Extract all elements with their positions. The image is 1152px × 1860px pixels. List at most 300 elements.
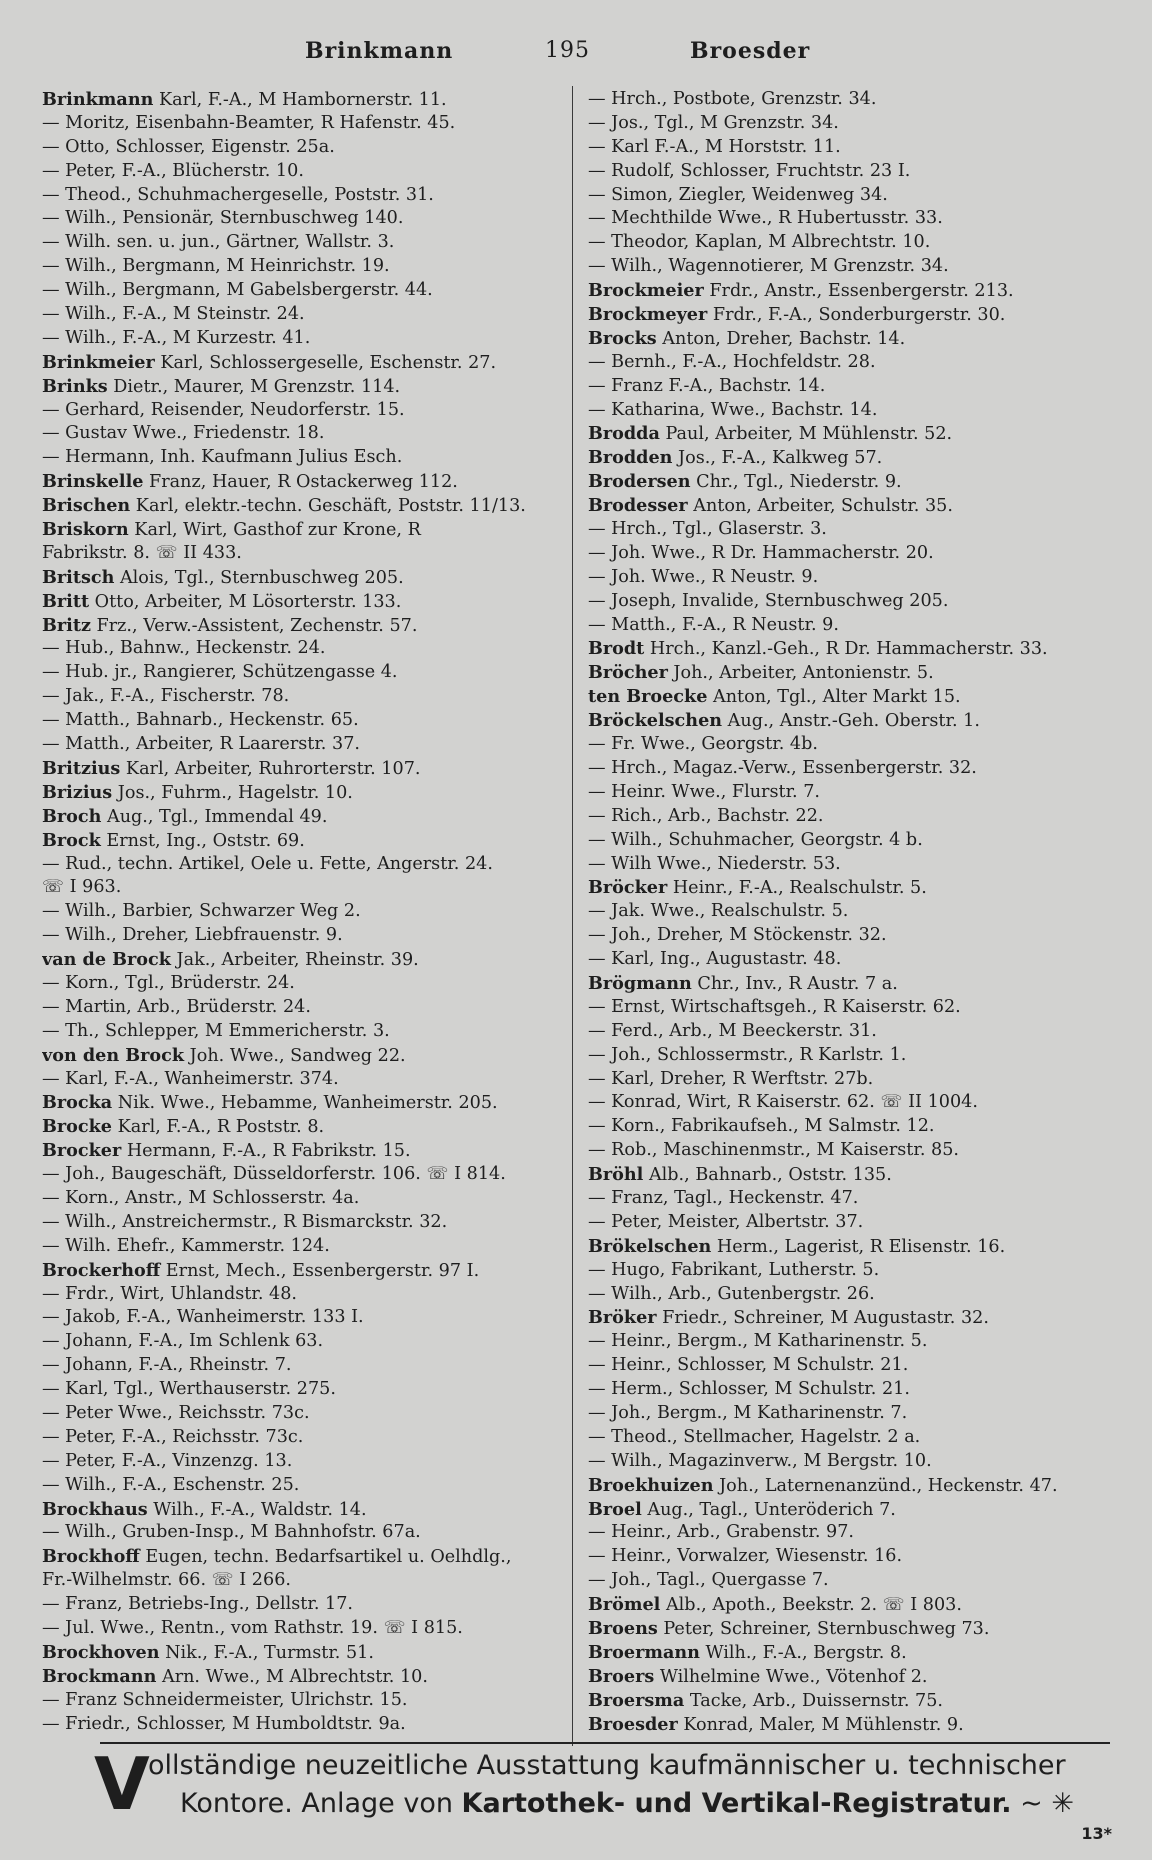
entry-surname: Brodden (588, 447, 673, 469)
entry-details: — Karl, Dreher, R Werftstr. 27b. (588, 1068, 874, 1089)
entry-surname: Brock (42, 829, 101, 851)
directory-entry (588, 1617, 1108, 1641)
entry-surname: Brökelschen (588, 1235, 712, 1257)
directory-entry (42, 1211, 562, 1235)
directory-entry (588, 709, 1108, 733)
entry-surname: Brockmeier (588, 280, 704, 302)
entry-surname: Bröker (588, 1307, 657, 1329)
directory-entry (588, 470, 1108, 494)
directory-entry (588, 805, 1108, 829)
directory-entry (42, 1139, 562, 1163)
entry-details: — Konrad, Wirt, R Kaiserstr. 62. ☏ II 1004. (588, 1092, 978, 1113)
entry-details: Wilhelmine Wwe., Vötenhof 2. (654, 1666, 928, 1687)
directory-entry (42, 1378, 562, 1402)
entry-details: — Wilh., Bergmann, M Heinrichstr. 19. (42, 256, 390, 277)
directory-entry (588, 231, 1108, 255)
entry-details: — Gerhard, Reisender, Neudorferstr. 15. (42, 399, 405, 420)
directory-entry (42, 1665, 562, 1689)
entry-surname: Broermann (588, 1641, 700, 1663)
entry-details: Chr., Inv., R Austr. 7 a. (691, 973, 898, 994)
entry-details: Herm., Lagerist, R Elisenstr. 16. (711, 1236, 1006, 1257)
directory-entry (588, 900, 1108, 924)
entry-surname: Britzius (42, 757, 121, 779)
directory-entry (588, 1641, 1108, 1665)
directory-entry (588, 924, 1108, 948)
directory-entry (42, 1235, 562, 1259)
entry-details: — Franz Schneidermeister, Ulrichstr. 15. (42, 1689, 408, 1710)
entry-details: — Peter, Meister, Albertstr. 37. (588, 1211, 864, 1232)
entry-details: — Jak. Wwe., Realschulstr. 5. (588, 901, 849, 922)
entry-details: Anton, Dreher, Bachstr. 14. (656, 328, 906, 349)
directory-entry (588, 1187, 1108, 1211)
directory-entry (42, 542, 562, 566)
entry-details: — Th., Schlepper, M Emmericherstr. 3. (42, 1020, 390, 1041)
directory-entry (42, 1713, 562, 1737)
directory-entry (588, 948, 1108, 972)
directory-entry (42, 948, 562, 972)
directory-entry (42, 876, 562, 900)
entry-surname: Broesder (588, 1713, 678, 1735)
directory-entry (42, 1187, 562, 1211)
entry-details: — Matth., Arbeiter, R Laarerstr. 37. (42, 734, 360, 755)
directory-entry (588, 88, 1108, 112)
entry-details: — Korn., Anstr., M Schlosserstr. 4a. (42, 1187, 360, 1208)
entry-details: Jak., Arbeiter, Rheinstr. 39. (170, 950, 419, 971)
entry-surname: Britsch (42, 566, 115, 588)
entry-details: Joh., Arbeiter, Antonienstr. 5. (667, 663, 934, 684)
entry-surname: Broens (588, 1618, 658, 1639)
directory-entry (588, 160, 1108, 184)
directory-entry (42, 1450, 562, 1474)
directory-entry (42, 470, 562, 494)
directory-entry (42, 1593, 562, 1617)
entry-details: — Katharina, Wwe., Bachstr. 14. (588, 399, 878, 420)
entry-details: — Jul. Wwe., Rentn., vom Rathstr. 19. ☏ I 815. (42, 1618, 463, 1638)
entry-details: — Joh., Tagl., Quergasse 7. (588, 1570, 829, 1591)
entry-details: — Mechthilde Wwe., R Hubertusstr. 33. (588, 208, 943, 229)
directory-entry (42, 375, 562, 399)
directory-entry (588, 1354, 1108, 1378)
entry-details: — Moritz, Eisenbahn-Beamter, R Hafenstr. 45. (42, 112, 456, 133)
directory-entry (42, 279, 562, 303)
entry-details: — Theodor, Kaplan, M Albrechtstr. 10. (588, 232, 931, 253)
directory-entry (42, 614, 562, 638)
page-number: 195 (545, 38, 590, 63)
directory-entry (42, 184, 562, 208)
ad-line-1: ollständige neuzeitliche Ausstattung kaufmännischer u. technischer (148, 1750, 1066, 1781)
directory-entry (588, 781, 1108, 805)
entry-details: Karl, F.-A., M Hambornerstr. 11. (153, 90, 447, 110)
entry-details: — Joseph, Invalide, Sternbuschweg 205. (588, 590, 949, 611)
directory-entry (42, 1044, 562, 1068)
directory-entry (42, 1163, 562, 1187)
directory-entry (42, 637, 562, 661)
entry-details: — Karl, Tgl., Werthauserstr. 275. (42, 1379, 336, 1400)
directory-entry (588, 614, 1108, 638)
entry-details: — Korn., Tgl., Brüderstr. 24. (42, 972, 295, 993)
entry-surname: Broch (42, 805, 102, 827)
directory-entry (588, 996, 1108, 1020)
entry-details: Anton, Arbeiter, Schulstr. 35. (687, 496, 953, 517)
directory-entry (588, 1498, 1108, 1522)
entry-details: — Friedr., Schlosser, M Humboldtstr. 9a. (42, 1713, 406, 1734)
directory-entry (588, 1450, 1108, 1474)
entry-details: — Wilh., Dreher, Liebfrauenstr. 9. (42, 925, 343, 946)
entry-details: Ernst, Mech., Essenbergerstr. 97 I. (160, 1260, 480, 1281)
directory-entry (588, 303, 1108, 327)
entry-surname: Brocka (42, 1092, 113, 1114)
entry-details: — Simon, Ziegler, Weidenweg 34. (588, 184, 888, 205)
entry-details: — Joh. Wwe., R Dr. Hammacherstr. 20. (588, 542, 934, 563)
entry-details: Frdr., F.-A., Sonderburgerstr. 30. (707, 305, 1006, 326)
entry-surname: Broers (588, 1665, 655, 1687)
entry-details: — Jos., Tgl., M Grenzstr. 34. (588, 112, 839, 133)
directory-entry (588, 1474, 1108, 1498)
entry-details: Karl, F.-A., R Poststr. 8. (111, 1117, 325, 1138)
entry-surname: Brizius (42, 781, 113, 803)
entry-details: Chr., Tgl., Niederstr. 9. (690, 472, 902, 493)
directory-entry (42, 1641, 562, 1665)
directory-entry (588, 637, 1108, 661)
entry-details: — Peter, F.-A., Vinzenzg. 13. (42, 1450, 293, 1471)
entry-details: ☏ I 963. (42, 877, 122, 898)
directory-entry (588, 1689, 1108, 1713)
entry-details: — Hrch., Magaz.-Verw., Essenbergerstr. 32. (588, 757, 977, 778)
entry-details: Eugen, techn. Bedarfsartikel u. Oelhdlg., (139, 1547, 512, 1568)
entry-details: — Wilh., F.-A., Eschenstr. 25. (42, 1474, 300, 1495)
entry-details: — Heinr., Vorwalzer, Wiesenstr. 16. (588, 1546, 903, 1567)
directory-entry (588, 829, 1108, 853)
entry-surname: Bröhl (588, 1164, 644, 1186)
entry-surname: Brocke (42, 1116, 112, 1138)
entry-details: — Wilh., Gruben-Insp., M Bahnhofstr. 67a. (42, 1522, 421, 1543)
directory-entry (588, 1665, 1108, 1689)
directory-entry (588, 685, 1108, 709)
directory-entry (588, 661, 1108, 685)
directory-entry (42, 136, 562, 160)
entry-surname: Brinks (42, 375, 108, 397)
ad-initial: V (94, 1742, 150, 1826)
directory-entry (588, 566, 1108, 590)
entry-details: — Karl, Ing., Augustastr. 48. (588, 949, 842, 970)
directory-entry (588, 1306, 1108, 1330)
entry-details: Frz., Verw.-Assistent, Zechenstr. 57. (90, 615, 418, 636)
entry-details: — Wilh., Magazinverw., M Bergstr. 10. (588, 1450, 932, 1471)
entry-surname: Brockmann (42, 1665, 157, 1687)
directory-entry (42, 231, 562, 255)
directory-entry (42, 88, 562, 112)
directory-entry (588, 1330, 1108, 1354)
entry-surname: Broel (588, 1498, 642, 1520)
directory-entry (42, 1354, 562, 1378)
entry-details: — Rud., techn. Artikel, Oele u. Fette, Angerstr. 24. (42, 853, 493, 874)
entry-details: — Hub. jr., Rangierer, Schützengasse 4. (42, 662, 398, 683)
entry-surname: Brockhoven (42, 1641, 160, 1663)
directory-entry (42, 1521, 562, 1545)
entry-details: — Hugo, Fabrikant, Lutherstr. 5. (588, 1259, 880, 1280)
directory-entry (42, 422, 562, 446)
directory-entry (588, 255, 1108, 279)
directory-entry (42, 327, 562, 351)
directory-entry (42, 351, 562, 375)
directory-entry (42, 924, 562, 948)
directory-entry (588, 1593, 1108, 1617)
entry-details: — Ferd., Arb., M Beeckerstr. 31. (588, 1020, 877, 1041)
directory-entry (588, 1259, 1108, 1283)
entry-details: Jos., Fuhrm., Hagelstr. 10. (112, 782, 353, 803)
directory-entry (42, 1474, 562, 1498)
directory-entry (42, 829, 562, 853)
directory-entry (588, 1091, 1108, 1115)
entry-details: Dietr., Maurer, M Grenzstr. 114. (107, 376, 401, 397)
entry-details: — Jakob, F.-A., Wanheimerstr. 133 I. (42, 1307, 364, 1328)
entry-details: — Johann, F.-A., Rheinstr. 7. (42, 1355, 292, 1376)
directory-entry (588, 518, 1108, 542)
entry-surname: Brockmeyer (588, 304, 708, 326)
directory-entry (42, 1306, 562, 1330)
ad-line-2b: Kartothek- und Vertikal-Registratur. (461, 1788, 1012, 1819)
entry-surname: Brömel (588, 1594, 661, 1616)
entry-surname: Brischen (42, 495, 131, 517)
directory-entry (42, 1402, 562, 1426)
entry-details: Karl, Wirt, Gasthof zur Krone, R (128, 520, 421, 541)
directory-entry (588, 136, 1108, 160)
directory-entry (588, 1713, 1108, 1737)
entry-details: — Wilh., Anstreichermstr., R Bismarckstr. 32. (42, 1211, 448, 1232)
entry-details: Aug., Tagl., Unteröderich 7. (641, 1499, 896, 1520)
directory-entry (588, 422, 1108, 446)
entry-details: — Wilh., Barbier, Schwarzer Weg 2. (42, 901, 361, 922)
directory-entry (42, 709, 562, 733)
entry-details: — Peter Wwe., Reichsstr. 73c. (42, 1402, 310, 1423)
directory-entry (42, 853, 562, 877)
entry-details: — Wilh., Pensionär, Sternbuschweg 140. (42, 208, 404, 229)
entry-details: Aug., Anstr.-Geh. Oberstr. 1. (722, 711, 980, 732)
entry-details: — Wilh., Wagennotierer, M Grenzstr. 34. (588, 256, 949, 277)
directory-entry (588, 853, 1108, 877)
entry-details: Fr.-Wilhelmstr. 66. ☏ I 266. (42, 1570, 291, 1591)
entry-surname: Bröckelschen (588, 710, 723, 732)
directory-entry (42, 303, 562, 327)
entry-details: — Herm., Schlosser, M Schulstr. 21. (588, 1379, 910, 1400)
entry-details: Frdr., Anstr., Essenbergerstr. 213. (703, 281, 1014, 302)
entry-details: — Wilh., F.-A., M Kurzestr. 41. (42, 327, 311, 348)
header-left-name: Brinkmann (305, 38, 454, 64)
directory-entry (588, 1521, 1108, 1545)
entry-surname: Britt (42, 590, 90, 612)
entry-details: Alb., Apoth., Beekstr. 2. ☏ I 803. (660, 1595, 962, 1616)
entry-details: Heinr., F.-A., Realschulstr. 5. (667, 878, 927, 899)
directory-entry (42, 1259, 562, 1283)
entry-details: — Wilh. Ehefr., Kammerstr. 124. (42, 1235, 330, 1256)
directory-entry (42, 805, 562, 829)
entry-details: — Hrch., Tgl., Glaserstr. 3. (588, 519, 827, 540)
directory-entry (42, 1068, 562, 1092)
left-column (42, 88, 562, 1736)
header-right-name: Broesder (690, 38, 811, 64)
entry-details: — Ernst, Wirtschaftsgeh., R Kaiserstr. 62. (588, 996, 961, 1017)
entry-details: Hermann, F.-A., R Fabrikstr. 15. (121, 1141, 411, 1162)
entry-details: — Wilh., Bergmann, M Gabelsbergerstr. 44. (42, 280, 433, 301)
entry-details: — Theod., Schuhmachergeselle, Poststr. 31. (42, 184, 434, 205)
entry-details: Paul, Arbeiter, M Mühlenstr. 52. (659, 424, 953, 445)
directory-entry (42, 757, 562, 781)
entry-details: — Joh., Schlossermstr., R Karlstr. 1. (588, 1044, 907, 1065)
entry-surname: Brodesser (588, 495, 688, 517)
printer-signature: 13* (1081, 1824, 1112, 1843)
entry-details: Ernst, Ing., Oststr. 69. (100, 830, 305, 851)
entry-details: Karl, elektr.-techn. Geschäft, Poststr. 11/13. (130, 496, 526, 517)
entry-details: — Joh. Wwe., R Neustr. 9. (588, 566, 819, 587)
directory-entry (42, 494, 562, 518)
entry-surname: Brocker (42, 1140, 122, 1162)
entry-details: — Heinr., Arb., Grabenstr. 97. (588, 1522, 855, 1543)
entry-details: — Heinr. Wwe., Flurstr. 7. (588, 781, 821, 802)
entry-details: — Theod., Stellmacher, Hagelstr. 2 a. (588, 1426, 921, 1447)
directory-entry (588, 1569, 1108, 1593)
directory-entry (42, 1115, 562, 1139)
directory-entry (588, 351, 1108, 375)
directory-entry (588, 446, 1108, 470)
entry-details: Joh., Laternenanzünd., Heckenstr. 47. (713, 1475, 1058, 1496)
directory-entry (588, 327, 1108, 351)
entry-details: Nik. Wwe., Hebamme, Wanheimerstr. 205. (112, 1093, 498, 1114)
entry-surname: Bröcher (588, 662, 668, 684)
entry-details: Alb., Bahnarb., Oststr. 135. (643, 1165, 892, 1186)
directory-entry (42, 255, 562, 279)
directory-entry (42, 590, 562, 614)
entry-details: Hrch., Kanzl.-Geh., R Dr. Hammacherstr. 33. (644, 639, 1048, 660)
directory-entry (588, 112, 1108, 136)
advertisement (94, 1742, 1110, 1826)
directory-entry (42, 112, 562, 136)
entry-surname: Broekhuizen (588, 1474, 714, 1496)
entry-details: Karl, Arbeiter, Ruhrorterstr. 107. (120, 758, 421, 779)
directory-entry (588, 399, 1108, 423)
entry-surname: Brögmann (588, 972, 692, 994)
entry-details: — Franz, Betriebs-Ing., Dellstr. 17. (42, 1594, 354, 1615)
entry-surname: Britz (42, 614, 91, 636)
column-divider (572, 86, 573, 1746)
entry-details: Anton, Tgl., Alter Markt 15. (707, 687, 961, 708)
entry-details: — Rudolf, Schlosser, Fruchtstr. 23 I. (588, 160, 911, 181)
entry-details: Arn. Wwe., M Albrechtstr. 10. (156, 1666, 428, 1687)
entry-details: — Rich., Arb., Bachstr. 22. (588, 805, 824, 826)
directory-entry (42, 1283, 562, 1307)
entry-details: — Jak., F.-A., Fischerstr. 78. (42, 686, 290, 707)
entry-surname: Brodt (588, 638, 645, 660)
entry-details: — Matth., Bahnarb., Heckenstr. 65. (42, 710, 359, 731)
entry-details: Aug., Tgl., Immendal 49. (101, 806, 328, 827)
directory-entry (42, 781, 562, 805)
directory-entry (42, 1689, 562, 1713)
directory-entry (588, 1402, 1108, 1426)
entry-details: — Joh., Baugeschäft, Düsseldorferstr. 106. ☏ I 814. (42, 1164, 506, 1185)
directory-entry (588, 733, 1108, 757)
entry-details: — Peter, F.-A., Reichsstr. 73c. (42, 1426, 304, 1447)
entry-details: Wilh., F.-A., Bergstr. 8. (699, 1642, 907, 1663)
directory-entry (42, 566, 562, 590)
entry-surname: van de Brock (42, 949, 171, 971)
directory-entry (42, 1498, 562, 1522)
entry-details: — Fr. Wwe., Georgstr. 4b. (588, 734, 818, 755)
directory-entry (588, 542, 1108, 566)
entry-details: — Hub., Bahnw., Heckenstr. 24. (42, 638, 326, 659)
directory-entry (588, 1283, 1108, 1307)
entry-details: — Wilh Wwe., Niederstr. 53. (588, 853, 841, 874)
entry-details: — Heinr., Bergm., M Katharinenstr. 5. (588, 1331, 928, 1352)
entry-details: Joh. Wwe., Sandweg 22. (184, 1045, 406, 1066)
directory-entry (588, 375, 1108, 399)
directory-entry (42, 1091, 562, 1115)
entry-details: — Karl, F.-A., Wanheimerstr. 374. (42, 1068, 339, 1089)
directory-entry (42, 661, 562, 685)
entry-details: — Hermann, Inh. Kaufmann Julius Esch. (42, 447, 403, 468)
directory-entry (588, 590, 1108, 614)
entry-details: Nik., F.-A., Turmstr. 51. (159, 1642, 374, 1663)
directory-entry (42, 972, 562, 996)
entry-surname: Brodersen (588, 471, 691, 493)
entry-surname: Brinskelle (42, 471, 144, 493)
entry-surname: Brocks (588, 327, 657, 349)
directory-entry (42, 733, 562, 757)
right-column (588, 88, 1108, 1736)
entry-details: — Karl F.-A., M Horststr. 11. (588, 136, 841, 157)
entry-details: — Otto, Schlosser, Eigenstr. 25a. (42, 136, 335, 157)
entry-details: — Franz, Tagl., Heckenstr. 47. (588, 1187, 859, 1208)
entry-details: — Johann, F.-A., Im Schlenk 63. (42, 1331, 324, 1352)
directory-entry (588, 207, 1108, 231)
directory-entry (588, 1211, 1108, 1235)
directory-entry (42, 996, 562, 1020)
entry-details: — Joh., Bergm., M Katharinenstr. 7. (588, 1402, 908, 1423)
entry-surname: Brockhaus (42, 1498, 148, 1520)
directory-entry (588, 1115, 1108, 1139)
directory-entry (42, 399, 562, 423)
entry-details: Franz, Hauer, R Ostackerweg 112. (143, 472, 458, 493)
directory-entry (588, 1235, 1108, 1259)
entry-details: Karl, Schlossergeselle, Eschenstr. 27. (154, 352, 497, 373)
directory-entry (42, 1545, 562, 1569)
directory-entry (42, 207, 562, 231)
entry-surname: Brinkmann (42, 89, 154, 110)
directory-entry (588, 972, 1108, 996)
directory-entry (588, 1044, 1108, 1068)
entry-surname: Briskorn (42, 519, 129, 541)
directory-entry (42, 1569, 562, 1593)
ad-line-2c: ~ ✳ (1011, 1788, 1074, 1819)
directory-entry (42, 1617, 562, 1641)
directory-entry (588, 876, 1108, 900)
directory-entry (588, 1020, 1108, 1044)
directory-entry (42, 1330, 562, 1354)
entry-details: Fabrikstr. 8. ☏ II 433. (42, 542, 242, 563)
entry-details: — Korn., Fabrikaufseh., M Salmstr. 12. (588, 1116, 935, 1137)
directory-entry (588, 1378, 1108, 1402)
entry-details: Friedr., Schreiner, M Augustastr. 32. (656, 1308, 989, 1329)
entry-details: Otto, Arbeiter, M Lösorterstr. 133. (89, 591, 402, 612)
entry-details: Alois, Tgl., Sternbuschweg 205. (114, 567, 404, 588)
directory-entry (42, 685, 562, 709)
directory-entry (42, 160, 562, 184)
directory-entry (588, 757, 1108, 781)
ad-line-2 (180, 1788, 1074, 1819)
entry-details: — Wilh., F.-A., M Steinstr. 24. (42, 304, 305, 325)
entry-details: — Matth., F.-A., R Neustr. 9. (588, 614, 839, 635)
entry-details: — Wilh. sen. u. jun., Gärtner, Wallstr. 3. (42, 232, 395, 253)
entry-details: Konrad, Maler, M Mühlenstr. 9. (677, 1714, 964, 1735)
directory-entry (588, 1545, 1108, 1569)
